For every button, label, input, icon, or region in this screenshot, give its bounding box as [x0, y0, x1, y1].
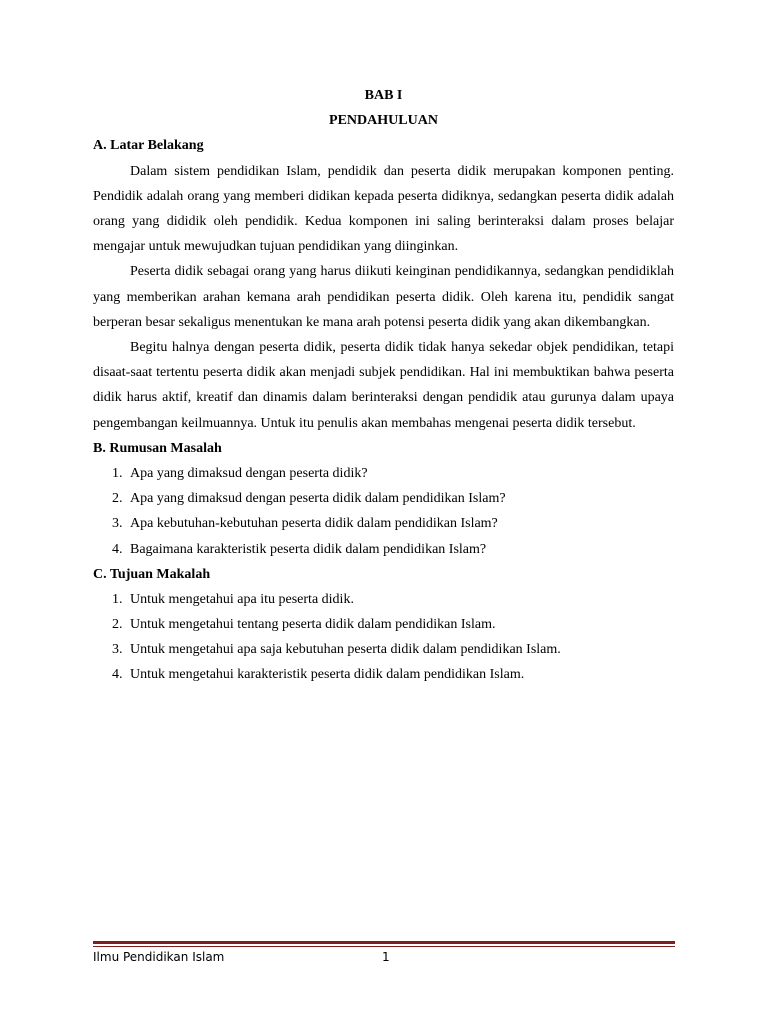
list-item [93, 461, 674, 486]
section-latar-belakang [93, 133, 674, 435]
list-number: 1. [112, 465, 123, 481]
document-body [93, 83, 674, 688]
paragraph: Begitu halnya dengan peserta didik, peserta didik tidak hanya sekedar objek pendidikan, tetapi disaat-saat tertentu peserta didik akan menjadi subjek pendidikan. Hal ini membuktikan bahwa peserta didik harus aktif, kreatif dan dinamis dalam berinteraksi dengan pendidik atau gurunya dalam upaya pengembangan keilmuannya. Untuk itu penulis akan membahas mengenai peserta didik tersebut. [93, 339, 674, 431]
list-text: Untuk mengetahui apa saja kebutuhan peserta didik dalam pendidikan Islam. [130, 642, 561, 658]
chapter-title: PENDAHULUAN [329, 113, 438, 129]
numbered-list [93, 461, 674, 562]
list-text: Apa kebutuhan-kebutuhan peserta didik dalam pendidikan Islam? [130, 516, 498, 532]
list-text: Bagaimana karakteristik peserta didik dalam pendidikan Islam? [130, 541, 487, 557]
section-heading: A. Latar Belakang [93, 138, 204, 154]
section-heading: C. Tujuan Makalah [93, 566, 211, 582]
section-rumusan-masalah [93, 436, 674, 562]
list-number: 4. [112, 667, 123, 683]
list-text: Apa yang dimaksud dengan peserta didik dalam pendidikan Islam? [130, 491, 506, 507]
page-number: 1 [382, 950, 390, 964]
list-item [93, 486, 674, 511]
paragraph: Peserta didik sebagai orang yang harus diikuti keinginan pendidikannya, sedangkan pendidiklah yang memberikan arahan kemana arah pendidikan peserta didik. Oleh karena itu, pendidik sangat berperan besar sekaligus menentukan ke mana arah potensi peserta didik yang akan dikembangkan. [93, 264, 674, 330]
section-heading: B. Rumusan Masalah [93, 440, 222, 456]
numbered-list [93, 587, 674, 688]
list-text: Apa yang dimaksud dengan peserta didik? [130, 465, 368, 481]
list-text: Untuk mengetahui tentang peserta didik dalam pendidikan Islam. [130, 617, 496, 633]
list-item [93, 612, 674, 637]
list-number: 4. [112, 541, 123, 557]
list-item [93, 587, 674, 612]
list-text: Untuk mengetahui karakteristik peserta didik dalam pendidikan Islam. [130, 667, 525, 683]
list-number: 3. [112, 642, 123, 658]
list-text: Untuk mengetahui apa itu peserta didik. [130, 591, 354, 607]
footer-divider-thin [93, 946, 675, 947]
list-number: 1. [112, 591, 123, 607]
list-item [93, 511, 674, 536]
list-number: 3. [112, 516, 123, 532]
list-number: 2. [112, 617, 123, 633]
chapter-number: BAB I [364, 88, 403, 103]
list-item [93, 537, 674, 562]
section-tujuan-makalah [93, 562, 674, 688]
list-item [93, 637, 674, 662]
list-item [93, 662, 674, 687]
paragraph: Dalam sistem pendidikan Islam, pendidik dan peserta didik merupakan komponen penting. Pendidik adalah orang yang memberi didikan kepada peserta didiknya, sedangkan peserta didik adalah orang yang dididik oleh pendidik. Kedua komponen ini saling berinteraksi dalam proses belajar mengajar untuk mewujudkan tujuan pendidikan yang diinginkan. [93, 163, 674, 255]
list-number: 2. [112, 491, 123, 507]
footer-divider [93, 941, 675, 944]
footer-title: Ilmu Pendidikan Islam [93, 950, 225, 964]
